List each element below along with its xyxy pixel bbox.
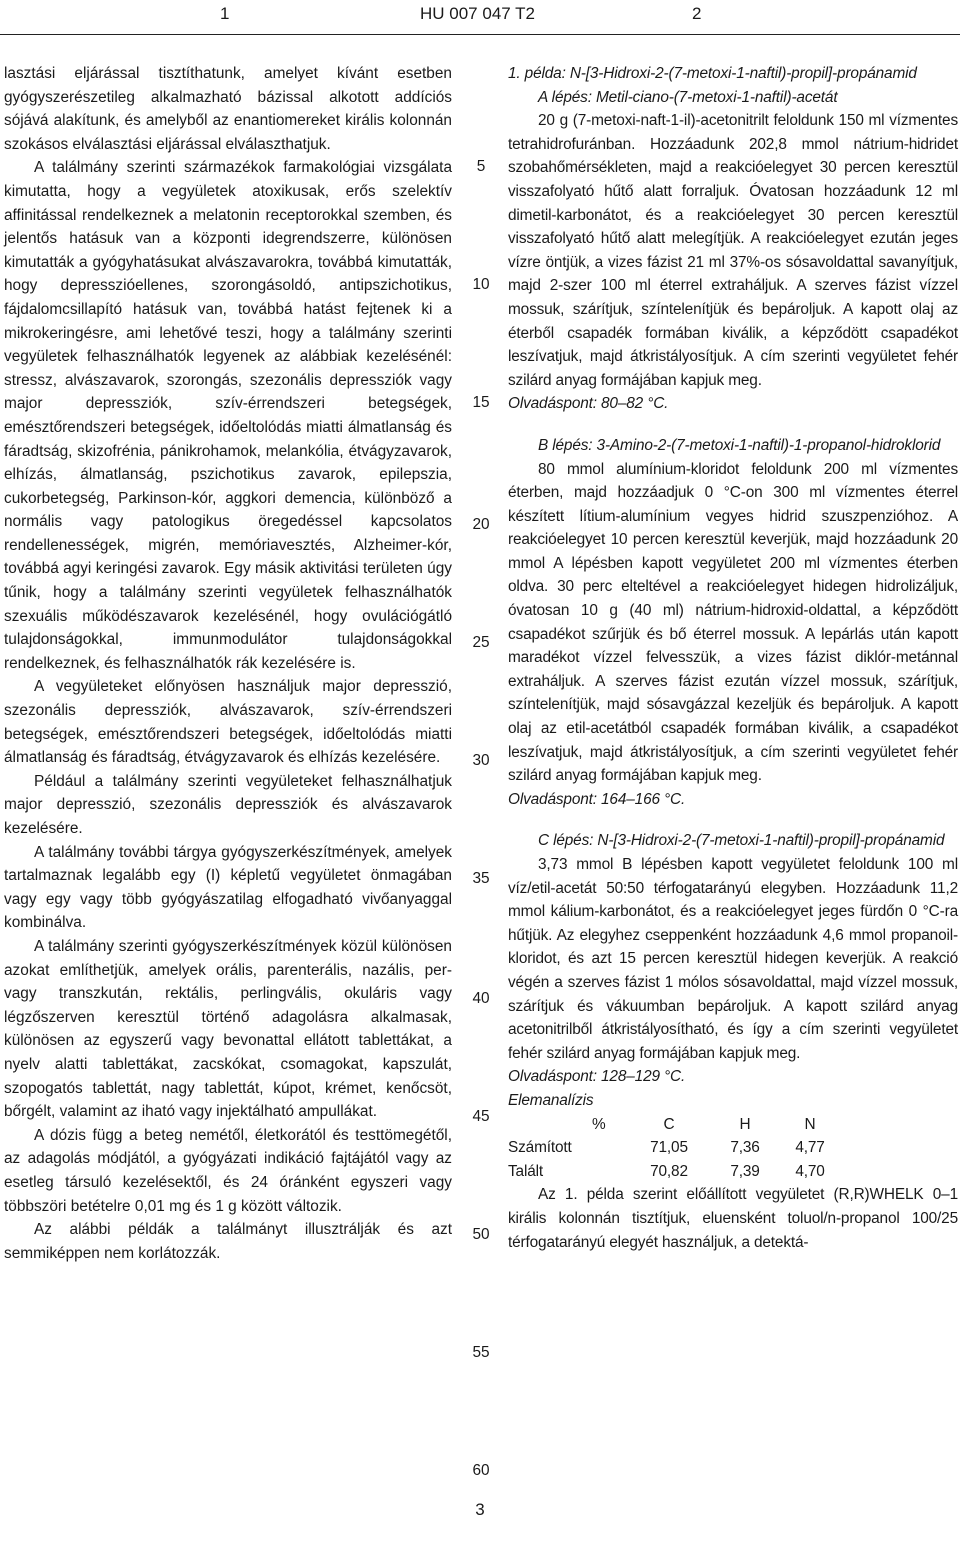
table-cell: 7,39	[730, 1162, 760, 1180]
table-cell: N	[804, 1115, 816, 1133]
step-b-melting-point: Olvadáspont: 164–166 °C.	[508, 790, 686, 808]
line-number: 25	[472, 634, 490, 651]
line-number: 35	[472, 870, 490, 887]
page-number-right: 2	[692, 4, 702, 23]
table-cell: 70,82	[650, 1162, 688, 1180]
table-cell: Számított	[508, 1139, 572, 1157]
step-a-title: A lépés: Metil-ciano-(7-metoxi-1-naftil)-acetát	[538, 88, 838, 106]
table-cell: 7,36	[730, 1139, 760, 1157]
footer-page-number: 3	[475, 1500, 485, 1519]
table-cell: 71,05	[650, 1139, 688, 1157]
paragraph: A találmány szerinti gyógyszerkészítmények közül különösen azokat említhetjük, amelyek orális, parenterális, nazális, per- vagy transzkután, rektális, perlingvális, okuláris vagy légzőszerven keresztül történő adagolásra alkalmasak, különösen az egyszerű vagy bevonattal ellátott tablettákat, a nyelv alatti tablettákat, zacskókat, csomagokat, kapszulát, szopogatós tablettát, nagy tablettát, kúpot, krémet, kenőcsöt, bőrgélt, valamint az iható vagy injektálható ampullákat.	[4, 937, 452, 1121]
line-number: 5	[476, 158, 486, 175]
patent-number: HU 007 047 T2	[420, 4, 535, 23]
right-column	[508, 62, 958, 1254]
line-number: 10	[472, 276, 490, 293]
closing-paragraph: Az 1. példa szerint előállított vegyületet (R,R)WHELK 0–1 királis kolonnán tisztítjuk, eluensként toluol/n-propanol 100/25 térfogatarányú elegyét használjuk, a detektá-	[508, 1186, 958, 1251]
line-number: 55	[472, 1344, 490, 1361]
paragraph: Az alábbi példák a találmányt illusztrálják és azt semmiképpen nem korlátozzák.	[4, 1221, 452, 1262]
table-cell: 4,77	[795, 1139, 825, 1157]
elemental-analysis-title: Elemanalízis	[508, 1091, 594, 1109]
header-rule	[0, 34, 960, 35]
paragraph: A találmány további tárgya gyógyszerkészítmények, amelyek tartalmaznak legalább egy (I) képletű vegyületet önmagában vagy egy vagy több gyógyászatilag elfogadható vivőanyaggal kombinálva.	[4, 843, 452, 932]
paragraph: A vegyületeket előnyösen használjuk major depresszió, szezonális depressziók, alvászavarok, szív-érrendszeri betegségek, emésztőrendszeri betegségek, időeltolódás miatti álmatlanság és fáradtság, étvágyzavarok és elhízás kezelésére.	[4, 678, 452, 767]
step-c-melting-point: Olvadáspont: 128–129 °C.	[508, 1068, 686, 1086]
step-b-text: 80 mmol alumínium-kloridot feloldunk 200 ml vízmentes éterben, majd hozzáadjuk 0 °C-on 300 ml vízmentes éterrel készített lítium-alumínium vegyes hidrid szuszpenzióhoz. A reakcióelegyet 10 percen keresztül keverjük, majd hozzáadunk 20 mmol A lépésben kapott vegyületet 200 ml vízmentes éterben oldva. 30 perc elteltével a reakcióelegyet hidegen hidrolizáljuk, óvatosan 10 g (40 ml) nátrium-hidroxid-oldattal, a képződött csapadékot szűrjük és bő éterrel mossuk. A lepárlás után kapott maradékot vízzel felvesszük, a vizes fázist diklór-metánnal extraháljuk. A szerves fázist ezután vízzel mossuk, szárítjuk, színtelenítjük, majd sósavgázzal kezeljük és bepároljuk. A kapott olaj az etil-acetátból csapadék formában kiválik, a csapadékot leszívatjuk, majd átkristályosítjuk, a cím szerinti vegyületet fehér szilárd anyag formájában kapjuk meg.	[508, 460, 958, 785]
step-a-melting-point: Olvadáspont: 80–82 °C.	[508, 395, 669, 413]
paragraph: lasztási eljárással tisztíthatunk, amelyet kívánt esetben gyógyszerészetileg alkalmazható bázissal alkotott addíciós sójává alakítunk, és amelyből az enantiomereket királis kolonnán szokásos elválasztási eljárással elválaszthatjuk.	[4, 65, 452, 153]
table-cell: %	[592, 1115, 606, 1133]
paragraph: A dózis függ a beteg nemétől, életkorától és testtömegétől, az adagolás módjától, a gyógyázati indikáció fajtájától vagy az esetleg társuló kezelésektől, és 24 óránként egyszeri vagy többszöri betételre 0,01 mg és 1 g között változik.	[4, 1126, 452, 1215]
table-row	[508, 1160, 840, 1184]
elemental-analysis-table	[508, 1113, 840, 1184]
step-a-text: 20 g (7-metoxi-naft-1-il)-acetonitrilt feloldunk 150 ml vízmentes tetrahidrofuránban. Hozzáadunk 202,8 mmol nátrium-hidridet szobahőmérsékleten, majd a reakcióelegyet 30 percen keresztül visszafolyató hűtő alatt forraljuk. Óvatosan hozzáadunk 12 ml dimetil-karbonátot, és a reakcióelegyet 30 percen keresztül visszafolyató hűtő alatt melegítjük. A reakcióelegyet ezután jeges vízre öntjük, a vizes fázist 21 ml 37%-os sósavoldattal savanyítjuk, majd 2-szer 100 ml éterrel extraháljuk. A szerves fázist vízzel mossuk, szárítjuk, színtelenítjük és bepároljuk. A kapott olaj az éterből csapadék formában kiválik, a képződött csapadékot leszívatjuk, majd átkristályosítjuk. A cím szerinti vegyületet fehér szilárd anyag formájában kapjuk meg.	[508, 112, 958, 389]
step-c-text: 3,73 mmol B lépésben kapott vegyületet feloldunk 100 ml víz/etil-acetát 50:50 térfogatarányú elegyben. Hozzáadunk 11,2 mmol kálium-karbonátot, és a reakcióelegyet jeges fürdőn 0 °C-ra hűtjük. Az elegyhez cseppenként hozzáadunk 4,6 mmol propanoil-kloridot, és azt 15 percen keresztül hidegen keverjük. A reakció végén a szerves fázist 1 mólos sósavoldattal, majd vízzel mossuk, szárítjuk és vákuumban bepároljuk. A kapott szilárd anyag acetonitrilből átkristályosítható, és így a cím szerinti vegyületet fehér szilárd anyag formájában kapjuk meg.	[508, 856, 958, 1062]
table-row	[508, 1136, 840, 1160]
table-cell: H	[739, 1115, 751, 1133]
paragraph: Például a találmány szerinti vegyületeket felhasználhatjuk major depresszió, szezonális depressziók és alvászavarok kezelésére.	[4, 772, 452, 837]
table-cell: C	[663, 1115, 675, 1133]
table-cell: 4,70	[795, 1162, 825, 1180]
line-number: 45	[472, 1108, 490, 1125]
page-number-left: 1	[220, 4, 230, 23]
table-header-row	[508, 1113, 840, 1137]
left-column	[4, 62, 452, 1265]
line-number: 15	[472, 394, 490, 411]
table-cell: Talált	[508, 1162, 544, 1180]
paragraph: A találmány szerinti származékok farmakológiai vizsgálata kimutatta, hogy a vegyületek atoxikusak, erős szelektív affinitással rendelkeznek a melatonin receptorokkal szemben, és jelentős hatásuk van a központi idegrendszerre, különösen kimutatták a gyógyhatásukat alvászavarokra, továbbá kimutatták, hogy depresszióellenes, szorongásoldó, antipszichotikus, fájdalomcsillapító hatásuk van, továbbá hatást fejtenek ki a mikrokeringésre, ami lehetővé teszi, hogy a találmány szerinti vegyületek felhasználhatók legyenek az alábbiak kezelésénél: stressz, alvászavarok, szorongás, szezonális depressziók vagy major depressziók, szív-érrendszeri betegségek, emésztőrendszeri betegségek, időeltolódás miatti álmatlanság és fáradtság, skizofrénia, pánikrohamok, melankólia, étvágyzavarok, elhízás, álmatlanság, pszichotikus zavarok, epilepszia, cukorbetegség, Parkinson-kór, aggkori demencia, különböző a normális vagy patologikus öregedéssel kapcsolatos rendellenességek, migrén, memóriavesztés, Alzheimer-kór, továbbá agyi keringési zavarok. Egy másik aktivitási területen úgy tűnik, hogy a találmány szerinti vegyületek felhasználhatók szexuális működészavarok kezelésénél, hogy ovulációgátló tulajdonságokkal, immunmodulátor tulajdonságokkal rendelkeznek, és felhasználhatók rák kezelésére is.	[4, 159, 452, 672]
example-title: 1. példa: N-[3-Hidroxi-2-(7-metoxi-1-naftil)-propil]-propánamid	[508, 65, 917, 82]
step-b-title: B lépés: 3-Amino-2-(7-metoxi-1-naftil)-1-propanol-hidroklorid	[538, 436, 941, 454]
line-number: 40	[472, 990, 490, 1007]
line-number: 50	[472, 1226, 490, 1243]
line-number: 30	[472, 752, 490, 769]
line-number: 60	[472, 1462, 490, 1479]
line-number: 20	[472, 516, 490, 533]
table-cell	[592, 1136, 628, 1160]
step-c-title: C lépés: N-[3-Hidroxi-2-(7-metoxi-1-naftil)-propil]-propánamid	[538, 832, 945, 850]
table-cell	[592, 1160, 628, 1184]
table-cell	[508, 1113, 592, 1137]
